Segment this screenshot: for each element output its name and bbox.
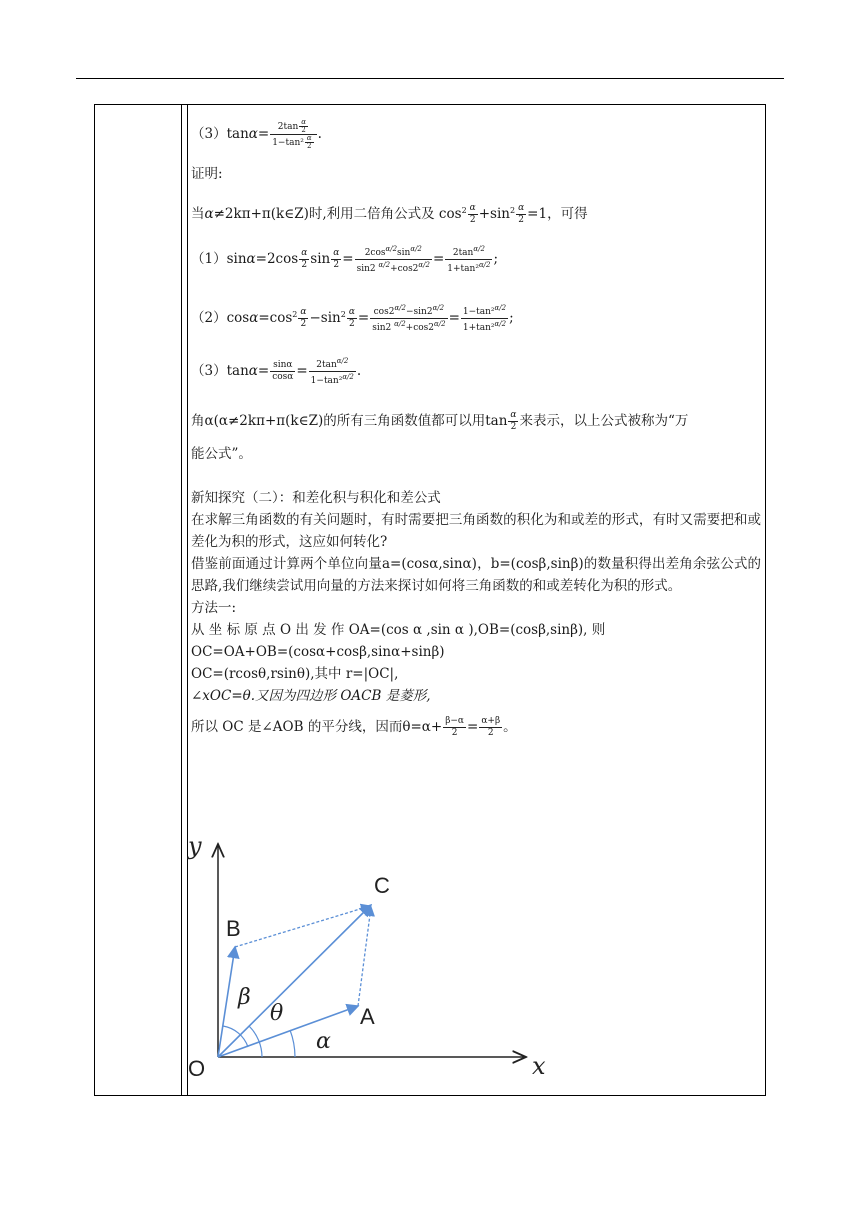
- step-line: OC=(rcosθ,rsinθ),其中 r=|OC|,: [191, 666, 399, 682]
- summary: 角α(α≠2kπ+π(k∈Z)的所有三角函数值都可以用tan $\frac{\alpha}{2}$ 来表示，以上公式被称为“万: [191, 410, 689, 432]
- proof-label: 证明:: [191, 166, 223, 182]
- label-alpha: α: [316, 1029, 331, 1054]
- paragraph: 在求解三角函数的有关问题时，有时需要把三角函数的积化为和或差的形式，有时又需要把和或差化为积的形式，这应如何转化?: [191, 512, 761, 550]
- label-beta: β: [238, 985, 251, 1010]
- step-line: 所以 OC 是∠AOB 的平分线，因而θ=α+ $\frac{\beta-\alpha}{2}$ = $\frac{\alpha+\beta}{2}$ 。: [191, 716, 517, 738]
- vector-OB: [218, 947, 235, 1057]
- label-O: O: [188, 1056, 206, 1081]
- formula-sin: （1）sinα=2cos $\frac{\alpha}{2}$ sin $\frac{\alpha}{2}$ = $\frac{2\cos^{\alpha/2}\sin^{\alpha/2}}{\sin 2 ^{\alpha/2}+\cos 2^{\alpha/2}}$ = $\frac{2\tan^{\alpha/2}}{1+\tan^2^{\alpha/2}}$ ;: [191, 245, 499, 274]
- fraction: 2tan $\frac{\alpha}{2}$ 1−tan² $\frac{\alpha}{2}$: [270, 119, 316, 150]
- header-rule: [76, 78, 784, 79]
- method-label: 方法一:: [191, 600, 237, 616]
- section-title: 新知探究（二）：和差化积与积化和差公式: [191, 490, 441, 506]
- summary-cont: 能公式”。: [191, 446, 252, 462]
- vector-diagram: [182, 830, 562, 1090]
- formula-tan: （3）tanα= $\frac{\sin\alpha}{\cos\alpha}$ = $\frac{2\tan^{\alpha/2}}{1-\tan^2^{\alpha/2}}$ .: [191, 357, 362, 386]
- formula-cos: $(2)\cos\alpha=\cos^2$ $\frac{\alpha}{2}$ $-\sin^2$ $\frac{\alpha}{2}$ = $\frac{\cos 2^{\alpha/2}-\sin 2^{\alpha/2}}{\sin 2 ^{\alpha/2}+\cos 2^{\alpha/2}}$ = $\frac{1-\tan^2^{\alpha/2}}{1+\tan^2^{\alpha/2}}$ ;: [191, 304, 514, 333]
- label-C: C: [374, 873, 390, 898]
- angle-arc-beta: [223, 1026, 248, 1047]
- step-line: 从 坐 标 原 点 O 出 发 作 OA=(cos α ,sin α ),OB=(cosβ,sinβ), 则: [191, 622, 606, 638]
- step-line: OC=OA+OB=(cosα+cosβ,sinα+sinβ): [191, 644, 445, 660]
- content-cell: [191, 117, 761, 743]
- label-B: B: [226, 916, 241, 941]
- vector-OA: [218, 1006, 358, 1057]
- angle-arc-alpha: [290, 1030, 295, 1057]
- step-line: ∠xOC=θ.又因为四边形 OACB 是菱形,: [191, 688, 431, 704]
- formula-tan-top: （3）tanα= 2tan $\frac{\alpha}{2}$ 1−tan² $\frac{\alpha}{2}$ .: [191, 118, 322, 150]
- label-x: x: [532, 1052, 546, 1080]
- paragraph: 借鉴前面通过计算两个单位向量a=(cosα,sinα)，b=(cosβ,sinβ)的数量积得出差角余弦公式的思路,我们继续尝试用向量的方法来探讨如何将三角函数的和或差转化为积的形式。: [191, 556, 761, 594]
- label-y: y: [188, 832, 202, 860]
- vector-OC: [218, 905, 371, 1057]
- dashed-AC: [358, 907, 371, 1006]
- condition-line: 当α≠2kπ+π(k∈Z)时,利用二倍角公式及 $\cos^2$ $\frac{\alpha}{2}$ $+\sin^2$ $\frac{\alpha}{2}$ =1，可得: [191, 203, 588, 225]
- label-theta: θ: [270, 1001, 284, 1026]
- label-A: A: [360, 1004, 375, 1029]
